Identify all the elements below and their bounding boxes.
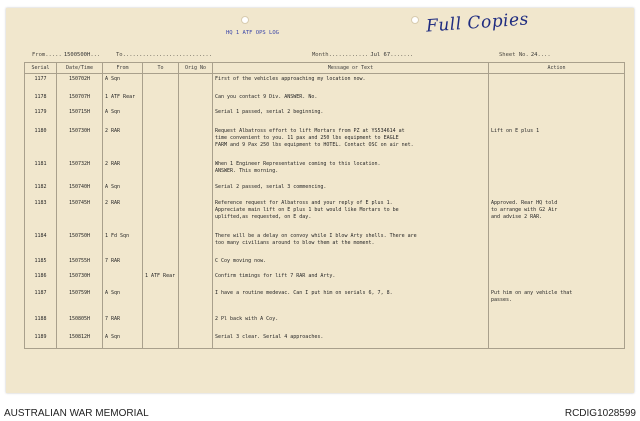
message-line: too many civilians around to blow them at the moment. <box>215 239 375 246</box>
message-line: 2 Pl back with A Coy. <box>215 315 279 322</box>
message-line: FARM and 9 Pax 250 lbs equipment to HOTEL. Contact OSC on air net. <box>215 142 414 148</box>
to-cell <box>143 126 179 159</box>
from-cell <box>103 271 143 288</box>
column-header: Serial <box>25 63 57 74</box>
from-cell: 1 ATF Rear <box>103 92 143 107</box>
serial-cell: 1180 <box>25 126 57 159</box>
serial-cell: 1182 <box>25 182 57 198</box>
action-line: Approved. Rear HQ told <box>491 199 558 206</box>
from-cell: 7 RAR <box>103 314 143 332</box>
datetime-cell: 150755H <box>57 256 103 271</box>
orig-no-cell <box>179 314 213 332</box>
message-line: Serial 2 passed, serial 3 commencing. <box>215 183 327 190</box>
message-cell <box>213 126 489 159</box>
to-label: To <box>116 52 123 58</box>
action-cell <box>489 332 625 349</box>
to-cell <box>143 182 179 198</box>
action-cell <box>489 126 625 159</box>
from-cell: A Sqn <box>103 182 143 198</box>
from-cell: A Sqn <box>103 74 143 92</box>
column-header: Orig No <box>179 63 213 74</box>
sheet-value: 24 <box>530 52 538 58</box>
serial-cell: 1187 <box>25 288 57 314</box>
orig-no-cell <box>179 198 213 231</box>
table-row <box>25 107 625 126</box>
from-field: From..... 1500500H... <box>32 52 101 58</box>
datetime-cell: 150750H <box>57 231 103 256</box>
serial-cell: 1186 <box>25 271 57 288</box>
log-title: HQ 1 ATF OPS LOG <box>226 30 279 36</box>
message-cell <box>213 314 489 332</box>
action-cell <box>489 159 625 182</box>
action-line: passes. <box>491 296 513 303</box>
datetime-cell: 150702H <box>57 74 103 92</box>
message-cell <box>213 74 489 92</box>
orig-no-cell <box>179 332 213 349</box>
action-cell <box>489 288 625 314</box>
to-cell <box>143 231 179 256</box>
message-line: Serial 3 clear. Serial 4 approaches. <box>215 333 324 340</box>
message-line: Can you contact 9 Div. ANSWER. No. <box>215 93 318 100</box>
datetime-cell: 150745H <box>57 198 103 231</box>
to-cell <box>143 314 179 332</box>
action-line: Lift on E plus 1 <box>491 127 540 134</box>
to-cell: 1 ATF Rear <box>143 271 179 288</box>
table-row <box>25 332 625 349</box>
orig-no-cell <box>179 271 213 288</box>
serial-cell: 1177 <box>25 74 57 92</box>
message-line: Request Albatross effort to lift Mortars from PZ at YS534614 at <box>215 127 405 134</box>
datetime-cell: 150730H <box>57 271 103 288</box>
action-line: and advise 2 RAR. <box>491 214 543 220</box>
serial-cell: 1178 <box>25 92 57 107</box>
table-row <box>25 182 625 198</box>
datetime-cell: 150715H <box>57 107 103 126</box>
datetime-cell: 150732H <box>57 159 103 182</box>
punch-hole <box>411 16 419 24</box>
message-line: C Coy moving now. <box>215 257 267 264</box>
action-line: to arrange with G2 Air <box>491 206 558 213</box>
from-cell: A Sqn <box>103 288 143 314</box>
datetime-cell: 150812H <box>57 332 103 349</box>
to-cell <box>143 256 179 271</box>
action-cell <box>489 107 625 126</box>
orig-no-cell <box>179 126 213 159</box>
message-line: When 1 Engineer Representative coming to this location. <box>215 160 381 167</box>
column-header: Message or Text <box>213 63 489 74</box>
message-cell <box>213 198 489 231</box>
column-header: Action <box>489 63 625 74</box>
datetime-cell: 150805H <box>57 314 103 332</box>
orig-no-cell <box>179 231 213 256</box>
message-line: First of the vehicles approaching my location now. <box>215 76 366 82</box>
message-cell <box>213 288 489 314</box>
message-cell <box>213 92 489 107</box>
serial-cell: 1181 <box>25 159 57 182</box>
from-cell: 7 RAR <box>103 256 143 271</box>
datetime-cell: 150740H <box>57 182 103 198</box>
action-cell <box>489 231 625 256</box>
table-row <box>25 231 625 256</box>
table-row <box>25 198 625 231</box>
table-row <box>25 271 625 288</box>
message-line: There will be a delay on convoy while I blow Arty shells. There are <box>215 232 417 239</box>
punch-hole <box>241 16 249 24</box>
archive-id: RCDIG1028599 <box>564 408 636 419</box>
datetime-cell: 150759H <box>57 288 103 314</box>
month-value: Jul 67 <box>370 52 391 58</box>
to-cell <box>143 159 179 182</box>
to-cell <box>143 198 179 231</box>
message-cell <box>213 182 489 198</box>
from-cell: 2 RAR <box>103 159 143 182</box>
table-row <box>25 159 625 182</box>
month-field: Month............ Jul 67....... <box>312 52 414 58</box>
from-value: 1500500H <box>63 52 91 58</box>
to-cell <box>143 332 179 349</box>
from-label: From <box>32 52 46 58</box>
sheet-field: Sheet No. 24.... <box>499 52 551 58</box>
column-header: Date/Time <box>57 63 103 74</box>
message-line: Reference request for Albatross and your reply of E plus 1. <box>215 199 393 206</box>
serial-cell: 1183 <box>25 198 57 231</box>
handwritten-note: Full Copies <box>425 9 530 37</box>
action-cell <box>489 271 625 288</box>
to-cell <box>143 288 179 314</box>
message-line: I have a routine medevac. Can I put him on serials 6, 7, 8. <box>215 289 393 296</box>
serial-cell: 1189 <box>25 332 57 349</box>
table-row <box>25 92 625 107</box>
orig-no-cell <box>179 288 213 314</box>
message-cell <box>213 271 489 288</box>
table-row <box>25 126 625 159</box>
sheet-label: Sheet No. <box>499 52 529 58</box>
table-row <box>25 256 625 271</box>
orig-no-cell <box>179 74 213 92</box>
datetime-cell: 150707H <box>57 92 103 107</box>
datetime-cell: 150730H <box>57 126 103 159</box>
from-cell: 1 Fd Sqn <box>103 231 143 256</box>
action-cell <box>489 74 625 92</box>
action-cell <box>489 198 625 231</box>
action-cell <box>489 256 625 271</box>
message-cell <box>213 107 489 126</box>
message-line: time convenient to you. 11 pax and 250 lbs equipment to EAGLE <box>215 134 399 141</box>
serial-cell: 1179 <box>25 107 57 126</box>
message-line: ANSWER. This morning. <box>215 167 279 174</box>
orig-no-cell <box>179 159 213 182</box>
message-cell <box>213 332 489 349</box>
from-cell: A Sqn <box>103 332 143 349</box>
orig-no-cell <box>179 182 213 198</box>
action-cell <box>489 92 625 107</box>
archive-name: AUSTRALIAN WAR MEMORIAL <box>4 408 149 419</box>
message-cell <box>213 159 489 182</box>
orig-no-cell <box>179 92 213 107</box>
action-line: Put him on any vehicle that <box>491 289 573 296</box>
to-field: To........................... <box>116 52 213 58</box>
from-cell: A Sqn <box>103 107 143 126</box>
orig-no-cell <box>179 256 213 271</box>
from-cell: 2 RAR <box>103 198 143 231</box>
ops-log-table <box>24 62 625 349</box>
to-cell <box>143 92 179 107</box>
action-cell <box>489 182 625 198</box>
column-header: From <box>103 63 143 74</box>
serial-cell: 1184 <box>25 231 57 256</box>
action-cell <box>489 314 625 332</box>
month-label: Month <box>312 52 329 58</box>
message-cell <box>213 256 489 271</box>
from-cell: 2 RAR <box>103 126 143 159</box>
table-row <box>25 74 625 92</box>
serial-cell: 1188 <box>25 314 57 332</box>
to-cell <box>143 107 179 126</box>
message-line: Confirm timings for lift 7 RAR and Arty. <box>215 272 336 279</box>
serial-cell: 1185 <box>25 256 57 271</box>
column-header: To <box>143 63 179 74</box>
table-header-row <box>25 63 625 74</box>
to-cell <box>143 74 179 92</box>
orig-no-cell <box>179 107 213 126</box>
message-line: Serial 1 passed, serial 2 beginning. <box>215 108 324 115</box>
table-row <box>25 314 625 332</box>
table-row <box>25 288 625 314</box>
message-line: Appreciate main lift on E plus 1 but would like Mortars to be <box>215 206 399 213</box>
message-cell <box>213 231 489 256</box>
message-line: uplifted,as requested, on E day. <box>215 214 312 220</box>
